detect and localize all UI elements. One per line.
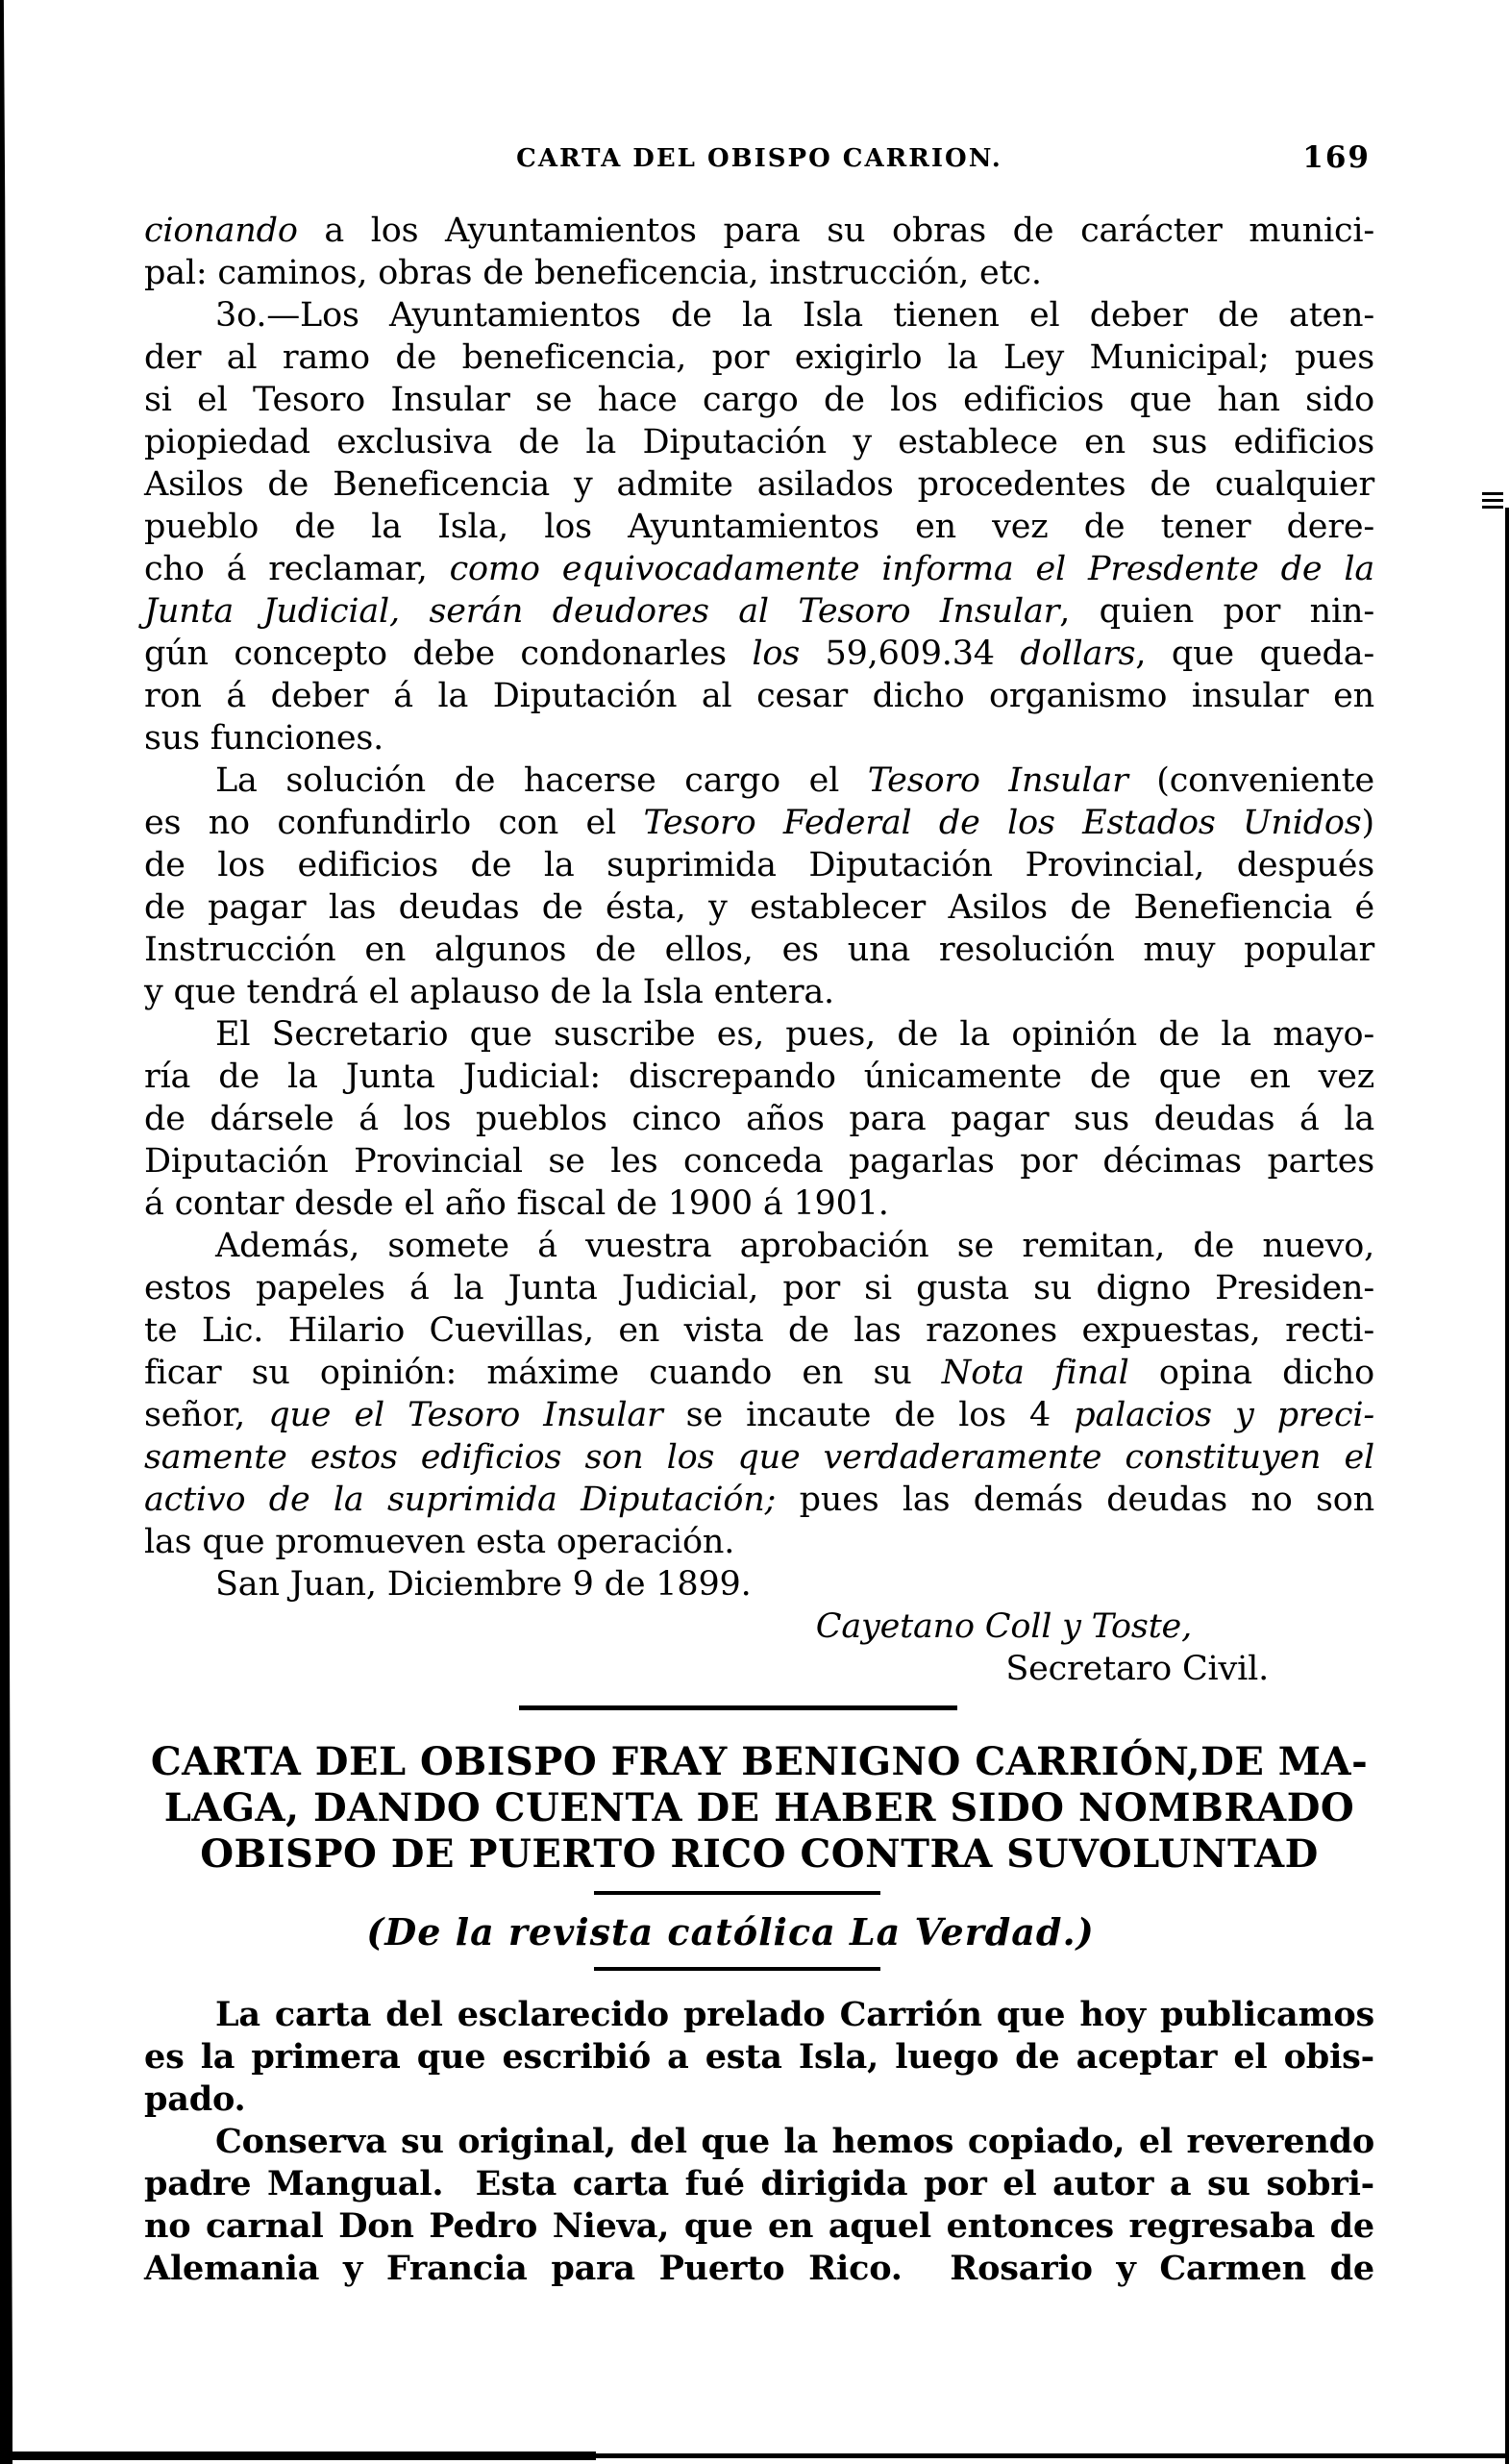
scan-artifact-right-marks [1482, 492, 1503, 495]
text-line: piopiedad exclusiva de la Diputación y establece en sus edificios [144, 423, 1374, 461]
text-line: San Juan, Diciembre 9 de 1899. [215, 1565, 752, 1604]
text-line: 3o.—Los Ayuntamientos de la Isla tienen el deber de aten- [215, 296, 1374, 335]
text-line: gún concepto debe condonarles los 59,609.34 dollars, que queda- [144, 635, 1374, 673]
letter-paragraph [144, 210, 1374, 294]
letter-body [144, 210, 1374, 1690]
text-line: Conserva su original, del que la hemos copiado, el reverendo [215, 2122, 1374, 2161]
text-line: pado. [144, 2079, 246, 2119]
letter-paragraph [144, 294, 1374, 759]
text-line: de dársele á los pueblos cinco años para pagar sus deudas á la [144, 1100, 1374, 1138]
text-line: si el Tesoro Insular se hace cargo de los edificios que han sido [144, 381, 1374, 419]
text-line: te Lic. Hilario Cuevillas, en vista de las razones expuestas, recti- [144, 1311, 1374, 1350]
text-line: activo de la suprimida Diputación; pues las demás deudas no son [144, 1481, 1375, 1519]
text-line: de pagar las deudas de ésta, y establecer Asilos de Benefiencia é [144, 888, 1374, 927]
text-line: cho á reclamar, como equivocadamente informa el Presdente de la [144, 550, 1374, 588]
page-content [144, 140, 1374, 2290]
letter-paragraph [144, 1225, 1374, 1563]
text-line: Instrucción en algunos de ellos, es una resolución muy popular [144, 931, 1374, 969]
heading-line: CARTA DEL OBISPO FRAY BENIGNO CARRIÓN,DE MA- [150, 1739, 1369, 1784]
text-line: ron á deber á la Diputación al cesar dicho organismo insular en [144, 677, 1374, 715]
heading-line: OBISPO DE PUERTO RICO CONTRA SUVOLUNTAD [200, 1831, 1319, 1877]
page-number: 169 [1302, 140, 1371, 175]
text-line: Alemania y Francia para Puerto Rico. Rosario y Carmen de [144, 2249, 1374, 2288]
section-paragraph [144, 2121, 1374, 2290]
text-line: Además, somete á vuestra aprobación se remitan, de nuevo, [215, 1227, 1374, 1265]
text-line: señor, que el Tesoro Insular se incaute de los 4 palacios y preci- [144, 1396, 1374, 1434]
section-body [144, 1994, 1374, 2290]
scan-artifact-bottom-left-blob [0, 2452, 596, 2460]
text-line: es la primera que escribió a esta Isla, luego de aceptar el obis- [144, 2037, 1374, 2077]
text-line: estos papeles á la Junta Judicial, por si gusta su digno Presiden- [144, 1269, 1374, 1307]
text-line: Junta Judicial, serán deudores al Tesoro Insular, quien por nin- [144, 592, 1374, 631]
section-paragraph [144, 1994, 1374, 2121]
text-line: ficar su opinión: máxime cuando en su Nota final opina dicho [144, 1354, 1374, 1392]
running-title: CARTA DEL OBISPO CARRION. [516, 144, 1002, 173]
section-heading [144, 1739, 1374, 1878]
text-line: ría de la Junta Judicial: discrepando únicamente de que en vez [144, 1058, 1374, 1096]
scan-artifact-left-edge [0, 0, 12, 2464]
text-line: samente estos edificios son los que verdaderamente constituyen el [144, 1438, 1374, 1477]
divider-below-source-note [594, 1967, 880, 1971]
text-line: de los edificios de la suprimida Diputación Provincial, después [144, 846, 1374, 884]
source-note: (De la revista católica La Verdad.) [366, 1910, 1095, 1954]
section-divider-rule [519, 1705, 957, 1710]
text-line: y que tendrá el aplauso de la Isla entera. [144, 973, 834, 1011]
text-line: La solución de hacerse cargo el Tesoro Insular (conveniente [215, 761, 1375, 800]
divider-above-source-note [594, 1891, 880, 1895]
text-line: pueblo de la Isla, los Ayuntamientos en vez de tener dere- [144, 508, 1374, 546]
text-line: Asilos de Beneficencia y admite asilados procedentes de cualquier [144, 465, 1374, 504]
letter-dateline [144, 1563, 1374, 1605]
signature-name: Cayetano Coll y Toste, [815, 1607, 1192, 1646]
text-line: sus funciones. [144, 719, 384, 758]
heading-line: LAGA, DANDO CUENTA DE HABER SIDO NOMBRADO [163, 1785, 1355, 1830]
text-line: las que promueven esta operación. [144, 1523, 735, 1561]
page-header [144, 140, 1374, 177]
text-line: no carnal Don Pedro Nieva, que en aquel entonces regresaba de [144, 2206, 1374, 2246]
text-line: El Secretario que suscribe es, pues, de la opinión de la mayo- [215, 1015, 1374, 1054]
text-line: Diputación Provincial se les conceda pagarlas por décimas partes [144, 1142, 1374, 1181]
text-line: La carta del esclarecido prelado Carrión que hoy publicamos [215, 1995, 1374, 2034]
text-line: padre Mangual. Esta carta fué dirigida por el autor a su sobri- [144, 2164, 1374, 2203]
text-line: pal: caminos, obras de beneficencia, instrucción, etc. [144, 254, 1042, 292]
scan-artifact-right-edge [1505, 508, 1509, 2464]
text-line: á contar desde el año fiscal de 1900 á 1901. [144, 1184, 889, 1223]
signature-title: Secretaro Civil. [1005, 1650, 1269, 1688]
letter-paragraph [144, 1013, 1374, 1225]
letter-paragraph [144, 759, 1374, 1013]
text-line: cionando a los Ayuntamientos para su obras de carácter munici- [144, 212, 1374, 250]
text-line: der al ramo de beneficencia, por exigirlo la Ley Municipal; pues [144, 338, 1374, 377]
text-line: es no confundirlo con el Tesoro Federal de los Estados Unidos) [144, 804, 1374, 842]
